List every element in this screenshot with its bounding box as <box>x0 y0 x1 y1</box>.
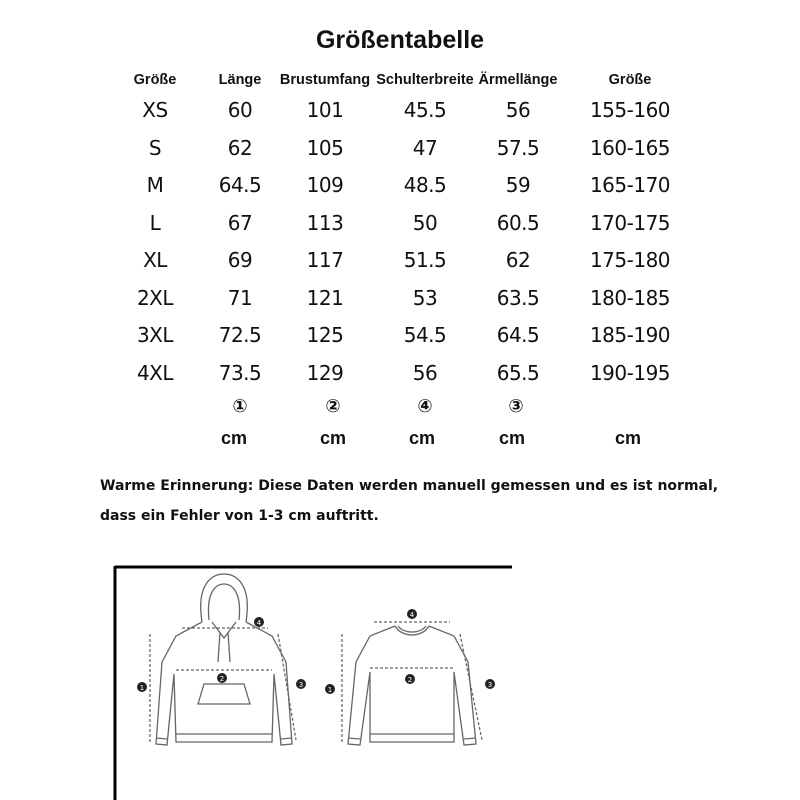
table-cell: 72.5 <box>218 323 262 347</box>
table-cell: 62 <box>505 248 531 272</box>
note-line-1: Warme Erinnerung: Diese Daten werden manuell gemessen und es ist normal, <box>100 478 719 494</box>
table-cell: 175-180 <box>589 248 671 272</box>
hoodie-illustration <box>150 574 296 745</box>
column-header: Brustumfang <box>279 72 371 88</box>
note-line-2: dass ein Fehler von 1-3 cm auftritt. <box>100 508 379 524</box>
table-cell: 48.5 <box>403 173 447 197</box>
table-cell: 165-170 <box>589 173 671 197</box>
page-title: Größentabelle <box>315 26 485 54</box>
table-cell: 180-185 <box>589 285 671 310</box>
size-cell: 3XL <box>136 323 174 347</box>
table-cell: 170-175 <box>589 210 671 235</box>
column-header: Länge <box>218 72 262 88</box>
table-cell: 160-165 <box>589 135 671 160</box>
table-cell: 63.5 <box>496 285 540 310</box>
measurement-marker: ③ <box>508 396 524 417</box>
table-cell: 190-195 <box>589 360 671 385</box>
table-cell: 129 <box>306 360 344 385</box>
table-cell: 50 <box>412 210 438 235</box>
table-cell: 69 <box>227 248 253 272</box>
table-cell: 53 <box>412 285 438 310</box>
hoodie-marker-4: 4 <box>256 619 262 627</box>
unit-label: cm <box>498 428 526 448</box>
table-cell: 67 <box>227 210 253 235</box>
table-cell: 125 <box>306 323 344 347</box>
sweater-marker-1: 1 <box>327 686 333 694</box>
measurement-marker: ② <box>325 396 341 417</box>
table-cell: 56 <box>412 360 438 385</box>
hoodie-markers <box>137 617 306 692</box>
hoodie-marker-2: 2 <box>219 675 225 683</box>
size-cell: XS <box>142 98 168 122</box>
table-cell: 64.5 <box>218 173 262 197</box>
measurement-marker: ① <box>232 396 248 417</box>
table-cell: 51.5 <box>403 248 447 272</box>
sweater-marker-4: 4 <box>409 611 415 619</box>
column-header: Größe <box>133 72 177 88</box>
size-cell: 2XL <box>136 285 174 310</box>
unit-label: cm <box>408 428 436 448</box>
sweater-marker-2: 2 <box>407 676 413 684</box>
table-cell: 109 <box>306 173 344 197</box>
table-cell: 73.5 <box>218 360 262 385</box>
table-cell: 113 <box>306 210 344 235</box>
unit-label: cm <box>614 428 642 448</box>
table-cell: 105 <box>306 135 344 160</box>
hoodie-marker-3: 3 <box>298 681 304 689</box>
table-cell: 121 <box>306 285 344 310</box>
measurement-marker: ④ <box>417 396 433 417</box>
hoodie-marker-1: 1 <box>139 684 145 692</box>
sweater-marker-3: 3 <box>487 681 493 689</box>
table-cell: 101 <box>306 98 344 122</box>
size-cell: L <box>149 210 161 235</box>
table-cell: 71 <box>227 285 253 310</box>
unit-label: cm <box>220 428 248 448</box>
table-cell: 47 <box>412 135 438 160</box>
size-cell: XL <box>143 248 167 272</box>
table-cell: 56 <box>505 98 531 122</box>
table-cell: 65.5 <box>496 360 540 385</box>
table-cell: 117 <box>306 248 344 272</box>
table-cell: 64.5 <box>496 323 540 347</box>
unit-label: cm <box>319 428 347 448</box>
size-cell: S <box>148 135 162 160</box>
table-cell: 57.5 <box>496 135 540 160</box>
column-header: Schulterbreite <box>376 72 474 88</box>
table-cell: 60.5 <box>496 210 540 235</box>
table-cell: 45.5 <box>403 98 447 122</box>
table-cell: 62 <box>227 135 253 160</box>
measurement-diagram <box>112 562 512 800</box>
column-header: Ärmellänge <box>478 72 558 88</box>
table-cell: 59 <box>505 173 531 197</box>
size-cell: M <box>146 173 164 197</box>
table-cell: 54.5 <box>403 323 447 347</box>
table-cell: 155-160 <box>589 98 671 122</box>
table-cell: 185-190 <box>589 323 671 347</box>
size-cell: 4XL <box>136 360 174 385</box>
column-header: Größe <box>608 72 652 88</box>
table-cell: 60 <box>227 98 253 122</box>
